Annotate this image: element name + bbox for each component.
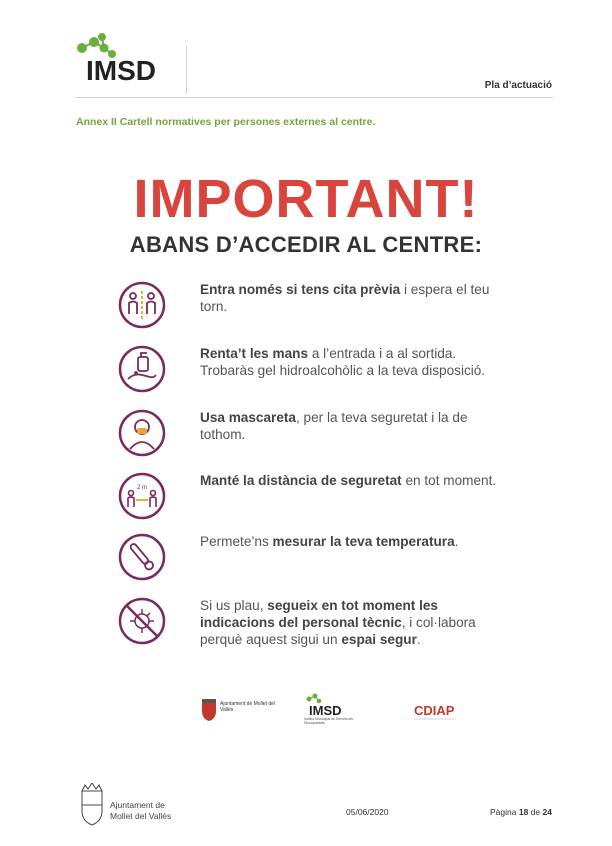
imsd-partner-text: IMSD bbox=[309, 703, 342, 718]
thermometer-icon bbox=[118, 533, 166, 581]
document-label: Pla d’actuació bbox=[484, 80, 552, 91]
footer-town-line1: Ajuntament de bbox=[110, 800, 165, 810]
rule-item bbox=[118, 345, 518, 405]
footer-town-logo bbox=[78, 783, 188, 831]
header-divider bbox=[186, 46, 187, 94]
rule-text: Renta’t les mans a l’entrada i a al sortida. Trobaràs gel hidroalcohòlic a la teva disposició. bbox=[200, 346, 486, 378]
rule-text: Entra només si tens cita prèvia i espera el teu torn. bbox=[200, 282, 490, 314]
header-rule bbox=[75, 97, 553, 98]
no-virus-icon bbox=[118, 597, 166, 645]
poster-title: IMPORTANT! bbox=[133, 169, 479, 229]
hand-sanitizer-icon bbox=[118, 345, 166, 393]
footer-date: 05/06/2020 bbox=[346, 807, 389, 817]
imsd-logo bbox=[74, 32, 186, 90]
cdiap-partner-text: CDIAP bbox=[414, 703, 455, 718]
imsd-partner-logo bbox=[304, 693, 360, 729]
partner-logos bbox=[0, 693, 612, 733]
distance-2m-icon bbox=[118, 472, 166, 520]
rule-item bbox=[118, 533, 518, 593]
footer-town-line2: Mollet del Vallès bbox=[110, 811, 172, 821]
cdiap-partner-logo bbox=[412, 697, 460, 725]
page-number: Pàgina 18 de 24 bbox=[490, 807, 552, 817]
waiting-people-icon bbox=[118, 281, 166, 329]
rule-text: Manté la distància de seguretat en tot moment. bbox=[200, 473, 497, 488]
distance-label: 2 m bbox=[136, 485, 148, 491]
rule-text: Si us plau, segueix en tot moment les indicacions del personal tècnic, i col·labora perquè aquest sigui un espai segur. bbox=[200, 598, 476, 647]
face-mask-icon bbox=[118, 409, 166, 457]
rule-item bbox=[118, 281, 518, 341]
poster-subtitle: ABANS D’ACCEDIR AL CENTRE: bbox=[129, 232, 483, 257]
rule-text: Usa mascareta, per la teva seguretat i la de tothom. bbox=[200, 410, 468, 442]
annex-title: Annex II Cartell normatives per persones externes al centre. bbox=[76, 116, 376, 128]
rule-text: Permete’ns mesurar la teva temperatura. bbox=[200, 534, 459, 549]
rule-item bbox=[118, 597, 518, 657]
rule-item bbox=[118, 409, 518, 469]
rule-item bbox=[118, 472, 518, 532]
ajuntament-partner-name: Ajuntament de Mollet del Vallès bbox=[220, 701, 276, 713]
imsd-partner-subtitle: Institut Municipal de Serveis als Discapacitats bbox=[304, 717, 354, 725]
ajuntament-partner-logo bbox=[200, 695, 290, 725]
logo-text: IMSD bbox=[86, 55, 156, 86]
